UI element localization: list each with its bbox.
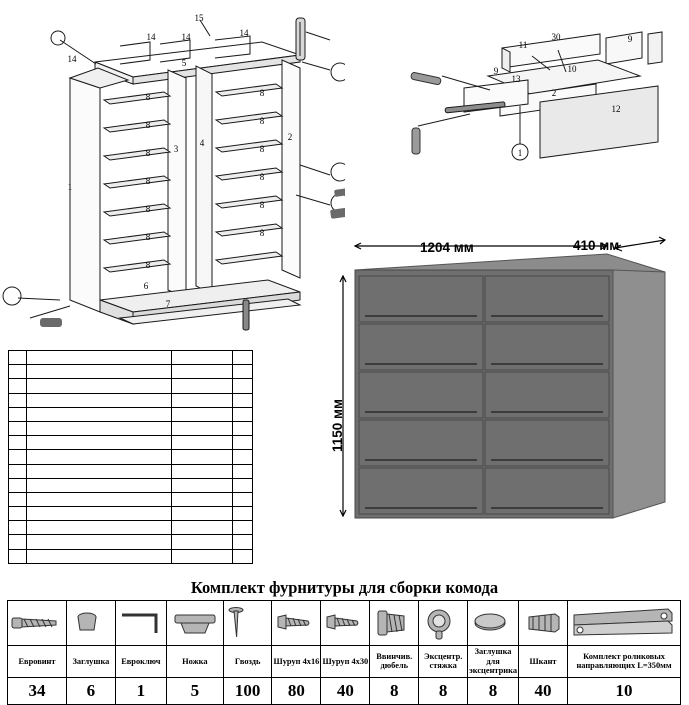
part-number	[9, 421, 27, 435]
part-size	[171, 407, 232, 421]
parts-table	[8, 350, 253, 564]
part-qty	[232, 351, 252, 365]
finished-cabinet-diagram	[335, 232, 685, 542]
callout-6: 6	[143, 281, 149, 291]
part-qty	[232, 549, 252, 563]
table-row	[9, 351, 253, 365]
callout-14: 14	[239, 28, 249, 38]
part-name	[26, 421, 171, 435]
callout-3: 3	[173, 144, 179, 154]
hardware-table	[7, 600, 681, 705]
part-size	[171, 492, 232, 506]
callout-14: 14	[181, 32, 191, 42]
hardware-label: Шуруп 4х30	[321, 646, 370, 678]
callout-4: 4	[199, 138, 205, 148]
table-row	[9, 450, 253, 464]
table-row	[9, 407, 253, 421]
callout-12: 12	[611, 104, 621, 114]
part-number	[9, 393, 27, 407]
part-number	[9, 535, 27, 549]
callout-7: 7	[165, 299, 171, 309]
cam-cap-icon	[468, 601, 519, 646]
cam-lock-icon	[419, 601, 468, 646]
part-number	[9, 407, 27, 421]
table-row	[9, 436, 253, 450]
part-number	[9, 492, 27, 506]
callout-8: 8	[145, 176, 151, 186]
part-qty	[232, 521, 252, 535]
part-size	[171, 535, 232, 549]
callout-1: 1	[67, 182, 73, 192]
part-number	[9, 507, 27, 521]
part-name	[26, 365, 171, 379]
callout-15: 15	[194, 13, 204, 23]
part-qty	[232, 436, 252, 450]
hardware-count: 1	[115, 677, 166, 704]
callout-8: 8	[145, 260, 151, 270]
part-name	[26, 492, 171, 506]
part-qty	[232, 492, 252, 506]
part-size	[171, 549, 232, 563]
hardware-label: Комплект роликовых направляющих L=350мм	[568, 646, 681, 678]
part-number	[9, 351, 27, 365]
hardware-count: 5	[166, 677, 223, 704]
part-qty	[232, 507, 252, 521]
nail-icon	[223, 601, 272, 646]
part-size	[171, 421, 232, 435]
callout-5: 5	[181, 58, 187, 68]
part-name	[26, 407, 171, 421]
part-number	[9, 365, 27, 379]
part-name	[26, 521, 171, 535]
hardware-label: Шуруп 4х16	[272, 646, 321, 678]
table-row	[9, 507, 253, 521]
callout-1: 1	[517, 148, 523, 158]
callout-8: 8	[259, 116, 265, 126]
cabinet-width-dim: 1204 мм	[420, 240, 474, 255]
hardware-label: Заглушка	[67, 646, 116, 678]
table-row	[9, 478, 253, 492]
part-size	[171, 436, 232, 450]
part-size	[171, 507, 232, 521]
part-size	[171, 464, 232, 478]
callout-14: 14	[146, 32, 156, 42]
table-row	[9, 421, 253, 435]
hardware-count: 8	[419, 677, 468, 704]
euro-key-icon	[115, 601, 166, 646]
screw-icon	[272, 601, 321, 646]
callout-9: 9	[493, 66, 499, 76]
euro-screw-icon	[8, 601, 67, 646]
hardware-count: 40	[519, 677, 568, 704]
callout-8: 8	[259, 172, 265, 182]
part-size	[171, 351, 232, 365]
hardware-label: Шкант	[519, 646, 568, 678]
part-qty	[232, 464, 252, 478]
part-qty	[232, 421, 252, 435]
hardware-count: 34	[8, 677, 67, 704]
exploded-cabinet-diagram	[0, 0, 345, 345]
table-row	[9, 393, 253, 407]
dowel-icon	[370, 601, 419, 646]
part-qty	[232, 535, 252, 549]
part-name	[26, 507, 171, 521]
hardware-label: Заглушка для эксцентрика	[469, 647, 518, 675]
part-qty	[232, 450, 252, 464]
part-size	[171, 450, 232, 464]
hardware-label: Евроключ	[115, 646, 166, 678]
hardware-count: 8	[468, 677, 519, 704]
cabinet-height-dim: 1150 мм	[330, 398, 345, 452]
callout-8: 8	[145, 232, 151, 242]
part-name	[26, 464, 171, 478]
part-name	[26, 450, 171, 464]
part-number	[9, 450, 27, 464]
callout-8: 8	[259, 88, 265, 98]
table-row	[9, 365, 253, 379]
slide-rail-icon	[568, 601, 681, 646]
callout-2: 2	[551, 88, 557, 98]
part-number	[9, 464, 27, 478]
callout-9: 9	[627, 34, 633, 44]
hardware-count: 80	[272, 677, 321, 704]
callout-8: 8	[259, 144, 265, 154]
part-number	[9, 379, 27, 393]
part-size	[171, 521, 232, 535]
part-qty	[232, 478, 252, 492]
hardware-label: Ножка	[166, 646, 223, 678]
table-row	[9, 549, 253, 563]
part-name	[26, 535, 171, 549]
part-size	[171, 478, 232, 492]
part-qty	[232, 393, 252, 407]
callout-8: 8	[259, 200, 265, 210]
callout-2: 2	[287, 132, 293, 142]
hardware-count: 10	[568, 677, 681, 704]
part-name	[26, 379, 171, 393]
part-name	[26, 478, 171, 492]
callout-8: 8	[145, 92, 151, 102]
part-qty	[232, 365, 252, 379]
table-row	[9, 464, 253, 478]
screw-icon	[321, 601, 370, 646]
part-name	[26, 351, 171, 365]
part-size	[171, 365, 232, 379]
hardware-count: 6	[67, 677, 116, 704]
table-row	[9, 379, 253, 393]
part-number	[9, 436, 27, 450]
hardware-label: Гвоздь	[223, 646, 272, 678]
part-size	[171, 379, 232, 393]
callout-14: 14	[67, 54, 77, 64]
part-number	[9, 478, 27, 492]
callout-11: 11	[518, 40, 528, 50]
table-row	[9, 521, 253, 535]
cabinet-depth-dim: 410 мм	[573, 238, 620, 253]
hardware-label: Эксцентр. стяжка	[419, 646, 468, 678]
wood-dowel-icon	[519, 601, 568, 646]
callout-8: 8	[259, 228, 265, 238]
exploded-drawer-diagram	[390, 10, 685, 170]
table-row	[9, 492, 253, 506]
callout-10: 10	[567, 64, 577, 74]
part-number	[9, 549, 27, 563]
callout-8: 8	[145, 120, 151, 130]
hardware-label: Ввинчив. дюбель	[370, 646, 419, 678]
hardware-title: Комплект фурнитуры для сборки комода	[190, 578, 499, 597]
hardware-count: 40	[321, 677, 370, 704]
part-size	[171, 393, 232, 407]
cap-icon	[67, 601, 116, 646]
part-qty	[232, 407, 252, 421]
hardware-count: 100	[223, 677, 272, 704]
hardware-count: 8	[370, 677, 419, 704]
callout-30: 30	[551, 32, 561, 42]
part-number	[9, 521, 27, 535]
part-name	[26, 549, 171, 563]
foot-icon	[166, 601, 223, 646]
callout-8: 8	[145, 148, 151, 158]
callout-13: 13	[511, 74, 521, 84]
part-name	[26, 393, 171, 407]
callout-8: 8	[145, 204, 151, 214]
part-name	[26, 436, 171, 450]
table-row	[9, 535, 253, 549]
part-qty	[232, 379, 252, 393]
hardware-label: Евровинт	[8, 646, 67, 678]
